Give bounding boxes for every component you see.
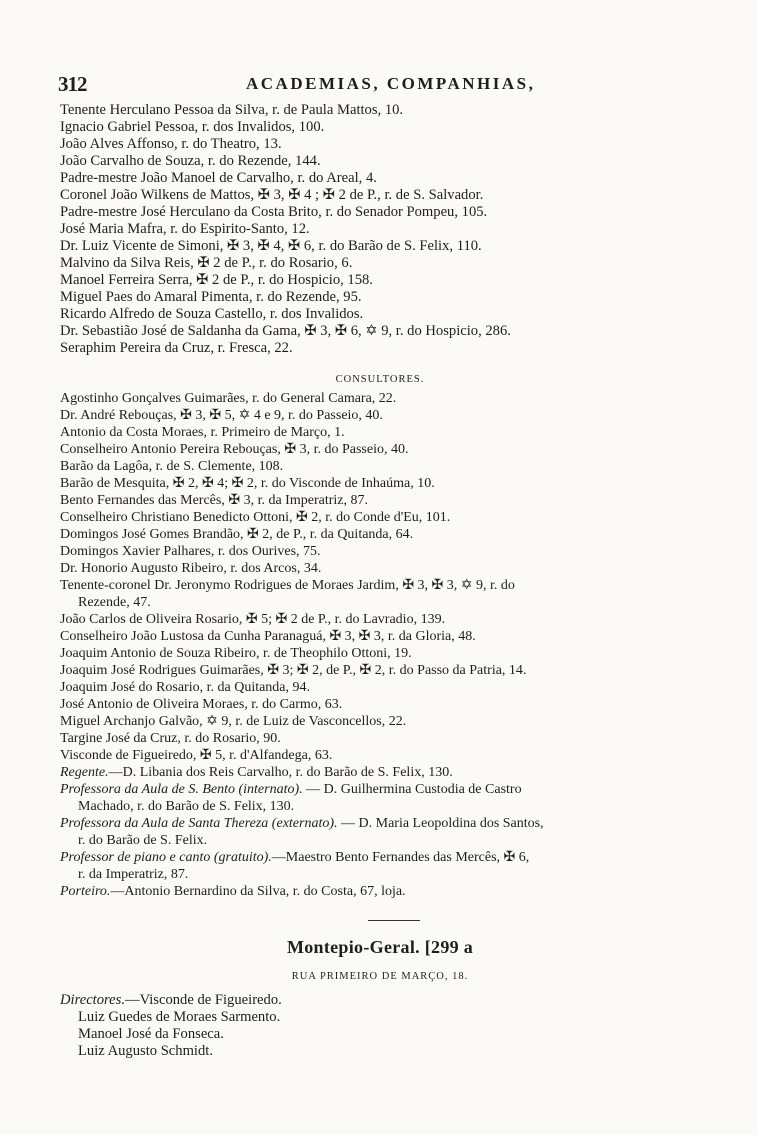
prof-bento-cont: Machado, r. do Barão de S. Felix, 130. xyxy=(78,799,295,814)
list-item: Padre-mestre José Herculano da Costa Brito, r. do Senador Pompeu, 105. xyxy=(60,204,488,220)
prof-thereza-entry xyxy=(60,815,700,832)
list-item: Malvino da Silva Reis, ✠ 2 de P., r. do Rosario, 6. xyxy=(60,255,353,271)
list-item: Coronel João Wilkens de Mattos, ✠ 3, ✠ 4 ; ✠ 2 de P., r. de S. Salvador. xyxy=(60,187,484,203)
prof-thereza-text: — D. Maria Leopoldina dos Santos, xyxy=(341,816,544,831)
list-item: Conselheiro João Lustosa da Cunha Paranaguá, ✠ 3, ✠ 3, r. da Gloria, 48. xyxy=(60,629,476,644)
list-item: Luiz Augusto Schmidt. xyxy=(78,1043,213,1059)
list-item: Padre-mestre João Manoel de Carvalho, r. do Areal, 4. xyxy=(60,170,377,186)
list-item: Miguel Paes do Amaral Pimenta, r. do Rezende, 95. xyxy=(60,289,362,305)
page-header xyxy=(58,72,718,98)
directores-entry xyxy=(60,992,700,1009)
list-item: Targine José da Cruz, r. do Rosario, 90. xyxy=(60,731,281,746)
regente-label: Regente. xyxy=(60,765,109,780)
list-item: Visconde de Figueiredo, ✠ 5, r. d'Alfandega, 63. xyxy=(60,748,333,763)
list-item: Conselheiro Christiano Benedicto Ottoni, ✠ 2, r. do Conde d'Eu, 101. xyxy=(60,510,451,525)
porteiro-label: Porteiro. xyxy=(60,884,111,899)
consultores-list xyxy=(60,390,700,900)
directores-list xyxy=(60,992,700,1060)
list-item: Joaquim José do Rosario, r. da Quitanda, 94. xyxy=(60,680,311,695)
list-item-jardim-1: Tenente-coronel Dr. Jeronymo Rodrigues de Moraes Jardim, ✠ 3, ✠ 3, ✡ 9, r. do xyxy=(60,578,515,593)
members-list xyxy=(60,102,700,357)
list-item: Antonio da Costa Moraes, r. Primeiro de Março, 1. xyxy=(60,425,345,440)
regente-text: —D. Libania dos Reis Carvalho, r. do Barão de S. Felix, 130. xyxy=(108,765,453,780)
montepio-heading xyxy=(60,936,700,958)
montepio-address-block xyxy=(60,968,700,985)
list-item: Manoel Ferreira Serra, ✠ 2 de P., r. do Hospicio, 158. xyxy=(60,272,373,288)
list-item: Dr. Sebastião José de Saldanha da Gama, ✠ 3, ✠ 6, ✡ 9, r. do Hospicio, 286. xyxy=(60,323,511,339)
list-item: Miguel Archanjo Galvão, ✡ 9, r. de Luiz de Vasconcellos, 22. xyxy=(60,714,407,729)
list-item: Seraphim Pereira da Cruz, r. Fresca, 22. xyxy=(60,340,293,356)
list-item: Joaquim Antonio de Souza Ribeiro, r. de Theophilo Ottoni, 19. xyxy=(60,646,412,661)
list-item: Barão da Lagôa, r. de S. Clemente, 108. xyxy=(60,459,284,474)
prof-bento-text: — D. Guilhermina Custodia de Castro xyxy=(306,782,522,797)
list-item: Ricardo Alfredo de Souza Castello, r. dos Invalidos. xyxy=(60,306,364,322)
list-item: Agostinho Gonçalves Guimarães, r. do General Camara, 22. xyxy=(60,391,397,406)
list-item: Ignacio Gabriel Pessoa, r. dos Invalidos, 100. xyxy=(60,119,325,135)
list-item: Manoel José da Fonseca. xyxy=(78,1026,224,1042)
list-item: Bento Fernandes das Mercês, ✠ 3, r. da Imperatriz, 87. xyxy=(60,493,368,508)
prof-piano-cont: r. da Imperatriz, 87. xyxy=(78,867,189,882)
list-item: Conselheiro Antonio Pereira Rebouças, ✠ 3, r. do Passeio, 40. xyxy=(60,442,409,457)
list-item: João Alves Affonso, r. do Theatro, 13. xyxy=(60,136,282,152)
list-item: Domingos Xavier Palhares, r. dos Ourives, 75. xyxy=(60,544,321,559)
list-item: Joaquim José Rodrigues Guimarães, ✠ 3; ✠ 2, de P., ✠ 2, r. do Passo da Patria, 14. xyxy=(60,663,527,678)
regente-entry xyxy=(60,764,700,781)
prof-thereza-label: Professora da Aula de Santa Thereza (externato). xyxy=(60,816,338,831)
page-number: 312 xyxy=(58,72,87,96)
list-item: Dr. Luiz Vicente de Simoni, ✠ 3, ✠ 4, ✠ 6, r. do Barão de S. Felix, 110. xyxy=(60,238,482,254)
montepio-title: Montepio-Geral. [299 a xyxy=(286,937,474,957)
prof-piano-label: Professor de piano e canto (gratuito). xyxy=(60,850,272,865)
directores-first: —Visconde de Figueiredo. xyxy=(124,992,282,1008)
list-item: Barão de Mesquita, ✠ 2, ✠ 4; ✠ 2, r. do Visconde de Inhaúma, 10. xyxy=(60,476,435,491)
prof-bento-label: Professora da Aula de S. Bento (internato). xyxy=(60,782,303,797)
running-head: ACADEMIAS, COMPANHIAS, xyxy=(246,74,536,93)
prof-bento-entry xyxy=(60,781,700,798)
list-item: Tenente Herculano Pessoa da Silva, r. de Paula Mattos, 10. xyxy=(60,102,404,118)
prof-piano-entry xyxy=(60,849,700,866)
directores-label: Directores. xyxy=(60,992,125,1008)
montepio-address: RUA PRIMEIRO DE MARÇO, 18. xyxy=(291,971,469,982)
list-item: João Carvalho de Souza, r. do Rezende, 144. xyxy=(60,153,321,169)
list-item: Dr. André Rebouças, ✠ 3, ✠ 5, ✡ 4 e 9, r. do Passeio, 40. xyxy=(60,408,383,423)
section-divider xyxy=(368,920,420,921)
list-item-jardim-2: Rezende, 47. xyxy=(78,595,151,610)
list-item: João Carlos de Oliveira Rosario, ✠ 5; ✠ 2 de P., r. do Lavradio, 139. xyxy=(60,612,446,627)
porteiro-entry xyxy=(60,883,700,900)
list-item: José Maria Mafra, r. do Espirito-Santo, 12. xyxy=(60,221,310,237)
list-item: José Antonio de Oliveira Moraes, r. do Carmo, 63. xyxy=(60,697,343,712)
prof-piano-text: —Maestro Bento Fernandes das Mercês, ✠ 6, xyxy=(271,850,530,865)
section-heading-consultores: CONSULTORES. xyxy=(335,374,425,385)
list-item: Luiz Guedes de Moraes Sarmento. xyxy=(78,1009,281,1025)
prof-thereza-cont: r. do Barão de S. Felix. xyxy=(78,833,208,848)
list-item: Dr. Honorio Augusto Ribeiro, r. dos Arcos, 34. xyxy=(60,561,322,576)
porteiro-text: —Antonio Bernardino da Silva, r. do Costa, 67, loja. xyxy=(110,884,406,899)
list-item: Domingos José Gomes Brandão, ✠ 2, de P., r. da Quitanda, 64. xyxy=(60,527,414,542)
